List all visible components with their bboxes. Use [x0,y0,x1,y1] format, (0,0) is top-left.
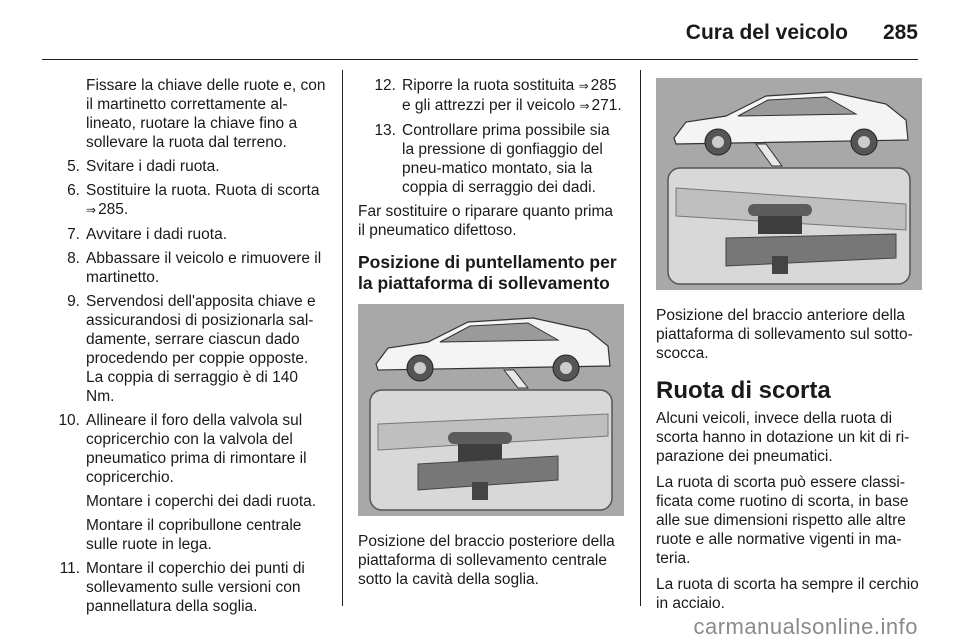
step-7: 7. Avvitare i dadi ruota. [67,226,228,243]
figure-front-lift-point [656,78,922,290]
car-side-illustration [656,78,922,290]
paragraph-spare-3: La ruota di scorta ha sempre il cerchio in acciaio. [656,576,919,612]
paragraph-repair: Far sostituire o riparare quanto prima il pneumatico difettoso. [358,203,614,239]
section-heading-spare-wheel: Ruota di scorta [656,377,831,404]
figure-rear-lift-point [358,304,624,516]
step-11: 11. Montare il coperchio dei punti di sollevamento sulle versioni con pannellatura della soglia. [59,560,305,615]
step-8: 8. Abbassare il veicolo e rimuovere il martinetto. [67,250,322,286]
column-1 [42,76,328,621]
figure-caption-front: Posizione del braccio anteriore della piattaforma di sollevamento sul sotto-scocca. [656,307,913,362]
car-side-illustration [358,304,624,516]
paragraph-spare-1: Alcuni veicoli, invece della ruota di scorta hanno in dotazione un kit di ri-parazione dei pneumatici. [656,410,910,465]
page-number: 285 [882,21,918,44]
step-4-continuation: Fissare la chiave delle ruote e, con il martinetto correttamente al-lineato, ruotare la chiave fino a sollevare la ruota dal terreno. [86,77,326,151]
section-heading-lift-points: Posizione di puntellamento per la piattaforma di sollevamento [358,252,617,293]
step-5: 5. Svitare i dadi ruota. [67,158,220,175]
paragraph-spare-2: La ruota di scorta può essere classi-ficata come ruotino di scorta, in base alle sue dimensioni rispetto alle altre ruote e alle normative vigenti in ma-teria. [656,474,909,567]
running-header-title: Cura del veicolo [685,21,848,44]
step-6: 6. Sostituire la ruota. Ruota di scorta ⇒ 285. [42,181,328,220]
step-10-note-1: Montare i coperchi dei dadi ruota. [86,493,317,510]
page-reference: ⇒ 285. [86,201,128,218]
figure-caption-rear: Posizione del braccio posteriore della piattaforma di sollevamento centrale sotto la cavità della soglia. [358,533,615,588]
watermark-text: carmanualsonline.info [693,614,918,639]
step-12: 12. Riporre la ruota sostituita ⇒ 285 e gli attrezzi per il veicolo ⇒ 271. [358,76,624,116]
step-10-note-2: Montare il copribullone centrale sulle ruote in lega. [86,517,302,553]
step-9: 9. Servendosi dell'apposita chiave e assicurandosi di posizionarla sal-damente, serrare ciascun dado procedendo per coppie opposte. La coppia di serraggio è di 140 Nm. [67,293,316,405]
column-3 [656,76,922,620]
step-13: 13. Controllare prima possibile sia la pressione di gonfiaggio del pneu-matico montato, sia la coppia di serraggio dei dadi. [374,122,610,196]
column-2 [358,76,624,589]
step-10: 10. Allineare il foro della valvola sul copricerchio con la valvola del pneumatico prima di rimontare il copricerchio. [58,412,307,486]
header-rule [42,59,918,60]
column-divider-1 [342,70,343,606]
page-reference: ⇒ 285 [579,77,617,94]
page-reference: ⇒ 271. [579,97,621,114]
column-divider-2 [640,70,641,606]
